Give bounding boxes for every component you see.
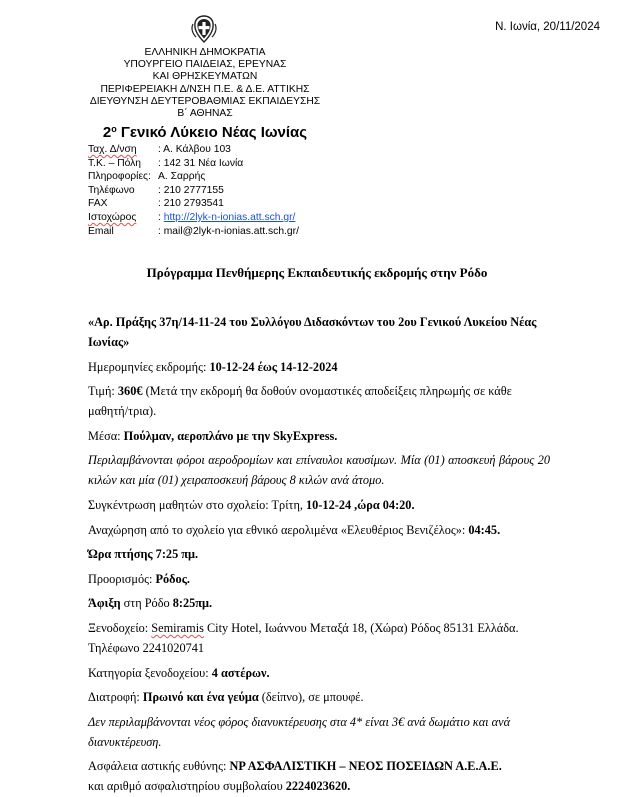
agency-line: ΥΠΟΥΡΓΕΙΟ ΠΑΙΔΕΙΑΣ, ΕΡΕΥΝΑΣ: [123, 59, 287, 71]
insurance-value: ΝΡ ΑΣΦΑΛΙΣΤΙΚΗ – ΝΕΟΣ ΠΟΣΕΙΔΩΝ Α.Ε.Α.Ε.: [229, 759, 502, 774]
contact-key: Ταχ. Δ/νση: [88, 144, 137, 155]
school-name-text: Γενικό Λύκειο Νέας Ιωνίας: [116, 124, 308, 141]
decision-reference: «Αρ. Πράξης 37η/14-11-24 του Συλλόγου Διδασκόντων του 2ου Γενικού Λυκείου Νέας Ιωνίας»: [88, 315, 537, 349]
contact-value: : 142 31 Νέα Ιωνία: [158, 157, 244, 169]
hotel-label: Ξενοδοχείο:: [88, 620, 152, 635]
gathering-label: Συγκέντρωση μαθητών στο σχολείο: Τρίτη,: [88, 497, 307, 512]
meals-label: Διατροφή:: [88, 690, 143, 705]
means-value: Πούλμαν, αεροπλάνο με την SkyExpress.: [123, 428, 338, 443]
policy-value: 2224023620.: [285, 779, 351, 794]
contact-value: Α. Σαρρής: [158, 171, 206, 183]
agency-line: ΚΑΙ ΘΡΗΣΚΕΥΜΑΤΩΝ: [152, 71, 258, 83]
insurance-info: [88, 756, 550, 776]
policy-label: και αριθμό ασφαλιστηρίου συμβολαίου: [88, 779, 286, 794]
greek-coat-of-arms-icon: [189, 14, 219, 44]
arrival-label: Άφιξη: [88, 596, 121, 611]
contact-key: FAX: [88, 198, 108, 210]
means-label: Μέσα:: [88, 428, 124, 443]
hotel-info: [88, 618, 550, 663]
agency-line: ΠΕΡΙΦΕΡΕΙΑΚΗ Δ/ΝΣΗ Π.Ε. & Δ.Ε. ΑΤΤΙΚΗΣ: [100, 83, 310, 95]
document-body: [88, 312, 550, 796]
contact-value: : 210 2777155: [158, 184, 224, 196]
trip-price: [88, 381, 550, 426]
school-number: 2: [102, 124, 112, 141]
school-name: [66, 123, 344, 143]
departure-value: 04:45.: [468, 522, 501, 537]
policy-info: [88, 776, 550, 796]
contact-row-website: [88, 211, 299, 225]
school-number-suffix: ο: [111, 124, 117, 134]
meals-note: (δείπνο), σε μπουφέ.: [258, 690, 364, 705]
contact-row-info: [88, 170, 299, 184]
contact-value-prefix: :: [158, 211, 164, 223]
arrival-mid: στη Ρόδο: [120, 596, 173, 611]
contact-key: Τηλέφωνο: [88, 184, 135, 196]
arrival-time: 8:25πμ.: [172, 596, 213, 611]
agency-block: [66, 47, 344, 120]
agency-line: Β΄ ΑΘΗΝΑΣ: [177, 108, 233, 120]
insurance-label: Ασφάλεια αστικής ευθύνης:: [88, 759, 230, 774]
price-label: Τιμή:: [88, 384, 118, 399]
category-label: Κατηγορία ξενοδοχείου:: [88, 665, 212, 680]
departure-info: [88, 520, 550, 545]
tax-note: Δεν περιλαμβάνονται νέος φόρος διανυκτέρευσης στα 4* είναι 3€ ανά δωμάτιο και ανά διανυκτέρευση.: [88, 714, 511, 749]
contact-value: : 210 2793541: [158, 198, 224, 210]
contact-value: : Α. Κάλβου 103: [158, 144, 231, 155]
departure-label: Αναχώρηση από το σχολείο για εθνικό αερολιμένα «Ελευθέριος Βενιζέλος»:: [88, 522, 469, 537]
contact-row-address: [88, 143, 299, 157]
trip-dates: [88, 357, 550, 382]
contact-row-email: [88, 225, 299, 239]
website-link[interactable]: http://2lyk-n-ionias.att.sch.gr/: [163, 211, 296, 223]
destination-info: [88, 569, 550, 594]
contact-row-postcode: [88, 157, 299, 171]
flight-time: Ώρα πτήσης 7:25 πμ.: [88, 547, 199, 562]
contact-key: Πληροφορίες:: [88, 171, 151, 183]
price-value: 360€: [117, 384, 143, 399]
dates-label: Ημερομηνίες εκδρομής:: [88, 359, 210, 374]
category-value: 4 αστέρων.: [211, 665, 270, 680]
agency-line: ΔΙΕΥΘΥΝΣΗ ΔΕΥΤΕΡΟΒΑΘΜΙΑΣ ΕΚΠΑΙΔΕΥΣΗΣ: [89, 95, 321, 107]
destination-label: Προορισμός:: [88, 571, 156, 586]
contact-row-fax: [88, 197, 299, 211]
arrival-info: [88, 593, 550, 618]
meals-value: Πρωινό και ένα γεύμα: [142, 690, 259, 705]
document-date: Ν. Ιωνία, 20/11/2024: [495, 21, 600, 33]
contact-key: Ιστοχώρος: [88, 211, 137, 223]
contact-key: Email: [88, 225, 114, 237]
hotel-name-part: Semiramis: [151, 620, 204, 635]
destination-value: Ρόδος.: [155, 571, 190, 586]
dates-value: 10-12-24 έως 14-12-2024: [209, 359, 338, 374]
hotel-details: City Hotel, Ιωάννου Μεταξά 18, (Χώρα) Ρόδος 85131 Ελλάδα. Τηλέφωνο 2241020741: [88, 620, 519, 655]
fees-note: Περιλαμβάνονται φόροι αεροδρομίων και επίναυλοι καυσίμων. Μία (01) αποσκευή βάρους 20 κιλών και μία (01) χειραποσκευή βάρους 8 κιλών ανά άτομο.: [88, 453, 550, 488]
contact-block: [88, 143, 299, 238]
gathering-info: [88, 495, 550, 520]
gathering-value: 10-12-24 ,ώρα 04:20.: [306, 497, 415, 512]
price-note: (Μετά την εκδρομή θα δοθούν ονομαστικές αποδείξεις πληρωμής σε κάθε μαθητή/τρια).: [88, 384, 512, 419]
contact-row-phone: [88, 184, 299, 198]
meals-info: [88, 687, 550, 712]
hotel-category: [88, 663, 550, 688]
contact-key: Τ.Κ. – Πόλη: [88, 157, 142, 169]
contact-value: : mail@2lyk-n-ionias.att.sch.gr/: [158, 225, 299, 237]
contact-value: [158, 211, 295, 225]
agency-line: ΕΛΛΗΝΙΚΗ ΔΗΜΟΚΡΑΤΙΑ: [144, 47, 266, 58]
document-title: Πρόγραμμα Πενθήμερης Εκπαιδευτικής εκδρομής στην Ρόδο: [146, 265, 488, 280]
transport-means: [88, 426, 550, 451]
